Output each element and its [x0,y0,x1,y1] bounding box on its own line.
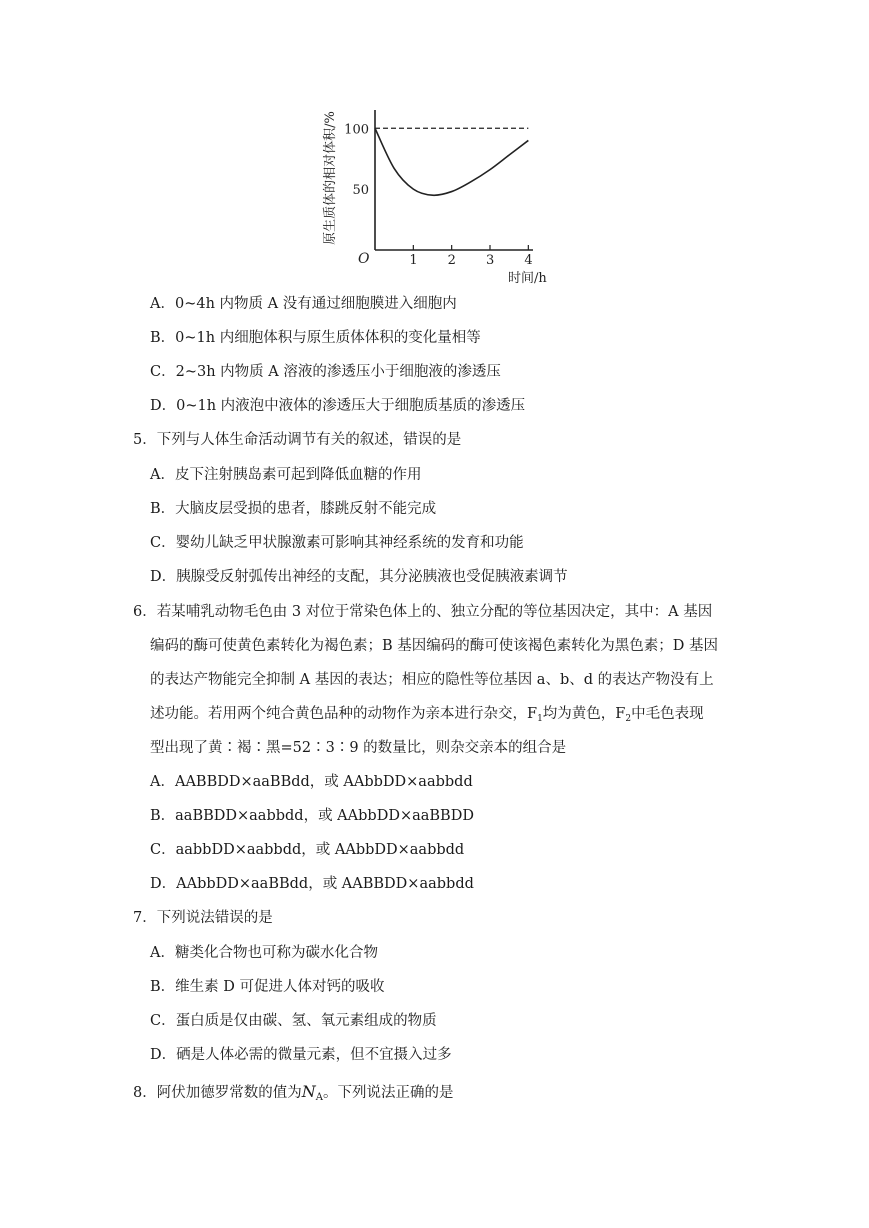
q8-stem-part-a: 8．阿伏加德罗常数的值为 [133,1085,302,1101]
x-axis-label: 时间/h [508,271,547,286]
q7-stem: 7．下列说法错误的是 [133,910,273,926]
q8-stem [133,1082,453,1108]
x-tick-label: 2 [447,253,456,268]
y-axis-label: 原生质体的相对体积/% [323,111,338,245]
q5-stem: 5．下列与人体生命活动调节有关的叙述，错误的是 [133,432,462,448]
q6-option-c: C．aabbDD×aabbdd，或 AAbbDD×aabbdd [150,842,465,858]
chart-series [375,128,528,195]
q5-option-c: C．婴幼儿缺乏甲状腺激素可影响其神经系统的发育和功能 [150,535,524,551]
q7-option-a: A．糖类化合物也可称为碳水化合物 [150,945,378,961]
q7-option-c: C．蛋白质是仅由碳、氢、氧元素组成的物质 [150,1013,437,1029]
chart-canvas [318,100,568,290]
protoplast-volume-curve [375,128,528,195]
q6-stem-line3: 的表达产物能完全抑制 A 基因的表达；相应的隐性等位基因 a、b、d 的表达产物没有上 [150,672,714,688]
y-tick-label: 100 [344,122,369,138]
q6-f2-subscript: 2 [625,714,632,724]
q6-line4-part-a: 述功能。若用两个纯合黄色品种的动物作为亲本进行杂交，F [150,706,538,722]
x-tick-label: 4 [524,253,533,268]
q4-option-d: D．0~1h 内液泡中液体的渗透压大于细胞质基质的渗透压 [150,398,526,414]
na-symbol-letter: N [301,1082,316,1101]
q5-option-a: A．皮下注射胰岛素可起到降低血糖的作用 [150,467,422,483]
q5-option-b: B．大脑皮层受损的患者，膝跳反射不能完成 [150,501,437,517]
protoplast-volume-chart [318,100,568,290]
q6-line4-part-c: 中毛色表现 [631,706,704,722]
q4-option-b: B．0~1h 内细胞体积与原生质体体积的变化量相等 [150,330,481,346]
avogadro-constant-symbol [302,1082,323,1101]
y-tick-label: 50 [352,183,369,199]
x-tick-label: 3 [486,253,495,268]
na-symbol-subscript: A [315,1092,323,1103]
q6-line4-part-b: 均为黄色，F [542,706,626,722]
q6-stem-line1: 6．若某哺乳动物毛色由 3 对位于常染色体上的、独立分配的等位基因决定，其中：A 基因 [133,604,713,620]
q6-option-b: B．aaBBDD×aabbdd，或 AAbbDD×aaBBDD [150,808,474,824]
origin-label: O [358,251,370,267]
q8-stem-part-b: 。下列说法正确的是 [322,1085,454,1101]
q6-stem-line4 [150,704,704,729]
q4-option-c: C．2~3h 内物质 A 溶液的渗透压小于细胞液的渗透压 [150,364,501,380]
q6-option-a: A．AABBDD×aaBBdd，或 AAbbDD×aabbdd [150,774,473,790]
q4-option-a: A．0~4h 内物质 A 没有通过细胞膜进入细胞内 [150,296,457,312]
q5-option-d: D．胰腺受反射弧传出神经的支配，其分泌胰液也受促胰液素调节 [150,569,568,585]
x-tick-label: 1 [409,253,418,268]
q6-f1-subscript: 1 [537,714,543,724]
q7-option-b: B．维生素 D 可促进人体对钙的吸收 [150,979,385,995]
q6-stem-line5: 型出现了黄∶褐∶黑=52∶3∶9 的数量比，则杂交亲本的组合是 [150,740,567,756]
q6-option-d: D．AAbbDD×aaBBdd，或 AABBDD×aabbdd [150,876,474,892]
q7-option-d: D．硒是人体必需的微量元素，但不宜摄入过多 [150,1047,452,1063]
q6-stem-line2: 编码的酶可使黄色素转化为褐色素；B 基因编码的酶可使该褐色素转化为黑色素；D 基因 [150,638,718,654]
